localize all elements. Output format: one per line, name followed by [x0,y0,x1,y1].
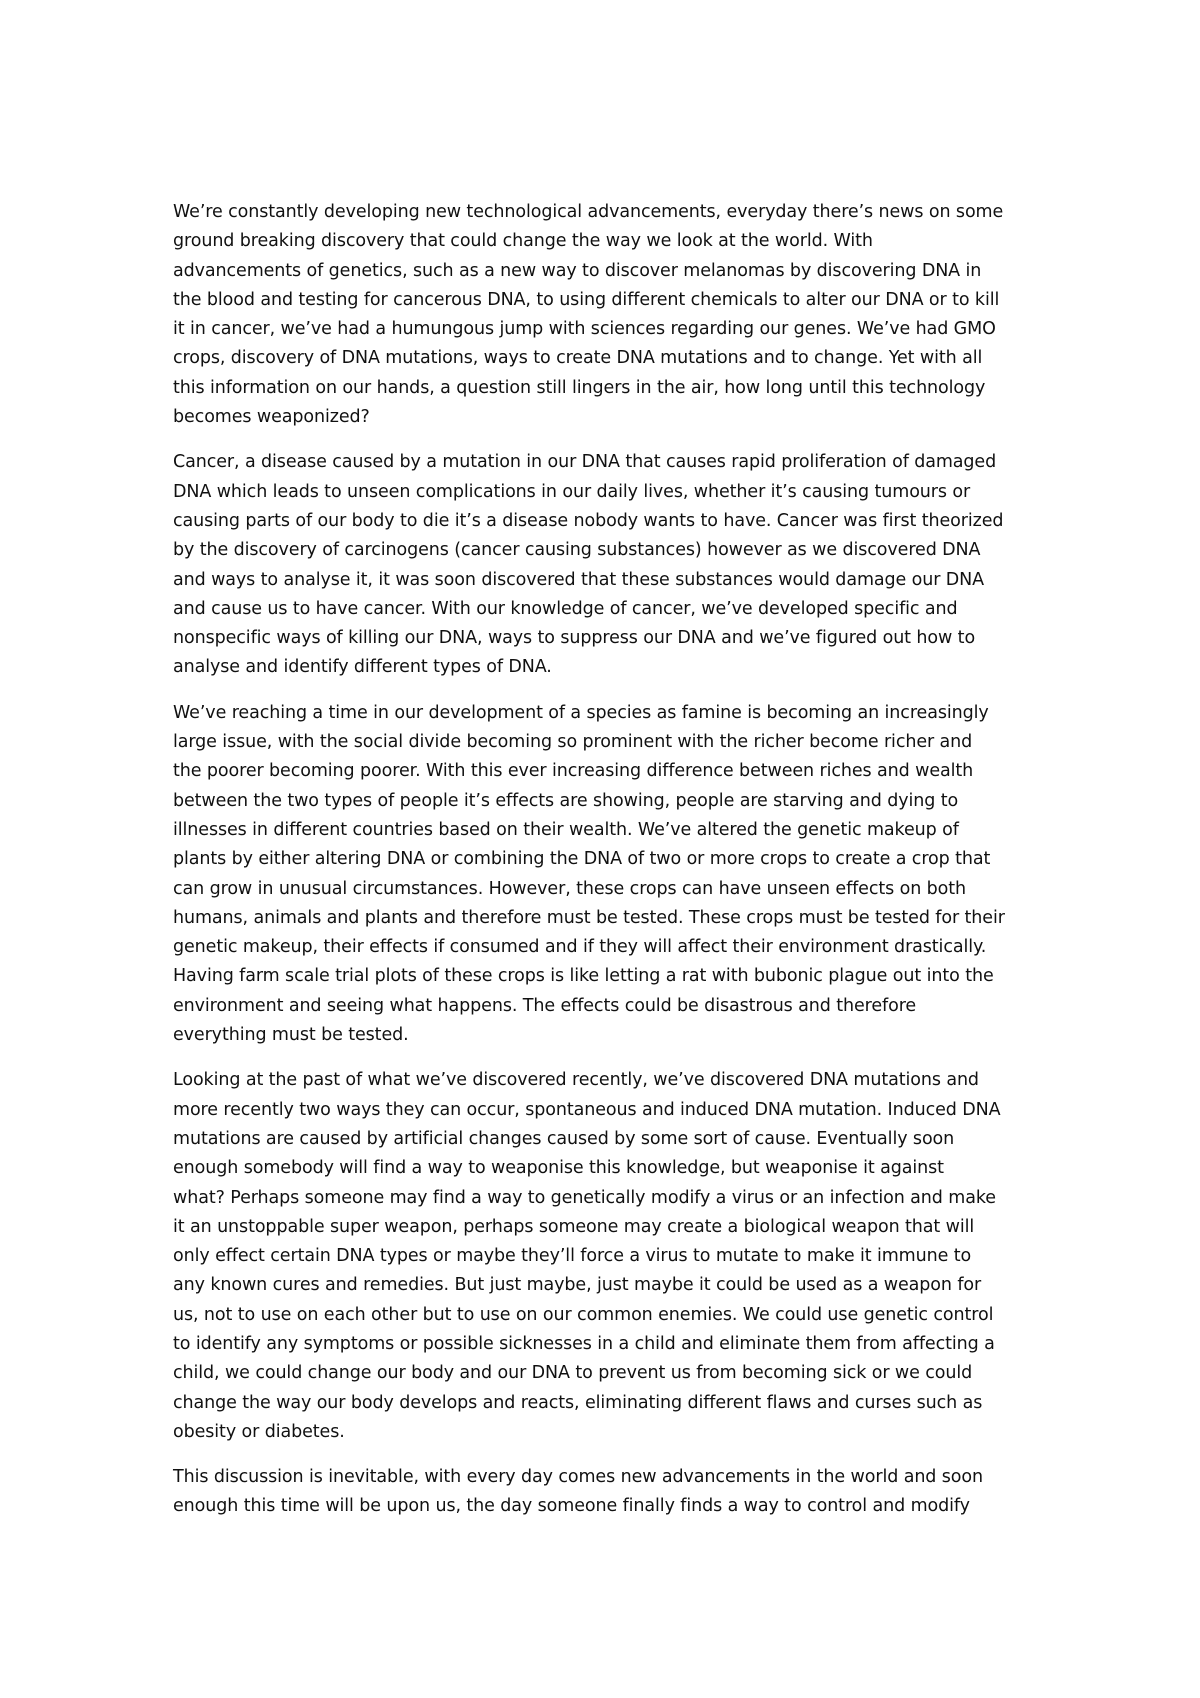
text-line: child, we could change our body and our DNA to prevent us from becoming sick or we could [173,1363,973,1384]
text-line: us, not to use on each other but to use on our common enemies. We could use genetic control [173,1304,994,1325]
text-line: Looking at the past of what we’ve discovered recently, we’ve discovered DNA mutations and [173,1070,979,1091]
text-line: and ways to analyse it, it was soon discovered that these substances would damage our DNA [173,569,985,590]
text-line: Having farm scale trial plots of these crops is like letting a rat with bubonic plague out into the [173,966,994,987]
paragraph [173,1463,1043,1522]
text-line: genetic makeup, their effects if consumed and if they will affect their environment drastically. [173,937,987,958]
text-line: DNA which leads to unseen complications in our daily lives, whether it’s causing tumours or [173,481,971,502]
text-line: environment and seeing what happens. The effects could be disastrous and therefore [173,995,917,1016]
text-line: We’re constantly developing new technological advancements, everyday there’s news on some [173,202,1004,222]
text-line: obesity or diabetes. [173,1421,345,1442]
text-line: what? Perhaps someone may find a way to genetically modify a virus or an infection and make [173,1187,996,1208]
paragraph [173,448,1043,682]
text-line: plants by either altering DNA or combining the DNA of two or more crops to create a crop that [173,849,991,870]
text-line: the blood and testing for cancerous DNA, to using different chemicals to alter our DNA or to kill [173,289,1000,310]
document-body [173,198,1043,1538]
text-line: analyse and identify different types of DNA. [173,657,552,678]
text-line: becomes weaponized? [173,407,370,428]
text-line: more recently two ways they can occur, spontaneous and induced DNA mutation. Induced DNA [173,1099,1001,1120]
paragraph [173,699,1043,1051]
text-line: only effect certain DNA types or maybe they’ll force a virus to mutate to make it immune to [173,1246,972,1267]
text-line: and cause us to have cancer. With our knowledge of cancer, we’ve developed specific and [173,598,958,619]
text-line: it in cancer, we’ve had a humungous jump with sciences regarding our genes. We’ve had GMO [173,319,996,340]
text-line: change the way our body develops and reacts, eliminating different flaws and curses such as [173,1392,983,1413]
text-line: can grow in unusual circumstances. However, these crops can have unseen effects on both [173,878,967,899]
text-line: everything must be tested. [173,1025,409,1046]
text-line: ground breaking discovery that could change the way we look at the world. With [173,231,873,252]
text-line: between the two types of people it’s effects are showing, people are starving and dying to [173,790,959,811]
text-line: We’ve reaching a time in our development of a species as famine is becoming an increasingly [173,702,989,723]
text-line: illnesses in different countries based on their wealth. We’ve altered the genetic makeup of [173,819,959,840]
text-line: causing parts of our body to die it’s a disease nobody wants to have. Cancer was first theorized [173,510,1004,531]
text-line: nonspecific ways of killing our DNA, ways to suppress our DNA and we’ve figured out how to [173,628,976,649]
text-line: enough somebody will find a way to weaponise this knowledge, but weaponise it against [173,1158,944,1179]
text-line: any known cures and remedies. But just maybe, just maybe it could be used as a weapon for [173,1275,982,1296]
text-line: crops, discovery of DNA mutations, ways to create DNA mutations and to change. Yet with all [173,348,983,369]
paragraph [173,1066,1043,1447]
text-line: to identify any symptoms or possible sicknesses in a child and eliminate them from affecting a [173,1333,995,1354]
text-line: by the discovery of carcinogens (cancer causing substances) however as we discovered DNA [173,540,981,561]
text-line: This discussion is inevitable, with every day comes new advancements in the world and soon [173,1467,984,1488]
text-line: enough this time will be upon us, the day someone finally finds a way to control and modify [173,1496,970,1517]
paragraph [173,198,1043,432]
text-line: humans, animals and plants and therefore must be tested. These crops must be tested for their [173,907,1005,928]
text-line: the poorer becoming poorer. With this ever increasing difference between riches and wealth [173,761,974,782]
text-line: Cancer, a disease caused by a mutation in our DNA that causes rapid proliferation of damaged [173,452,997,473]
text-line: mutations are caused by artificial changes caused by some sort of cause. Eventually soon [173,1128,955,1149]
text-line: advancements of genetics, such as a new way to discover melanomas by discovering DNA in [173,260,982,281]
text-line: it an unstoppable super weapon, perhaps someone may create a biological weapon that will [173,1216,975,1237]
text-line: large issue, with the social divide becoming so prominent with the richer become richer and [173,732,973,753]
text-line: this information on our hands, a question still lingers in the air, how long until this technology [173,377,986,398]
